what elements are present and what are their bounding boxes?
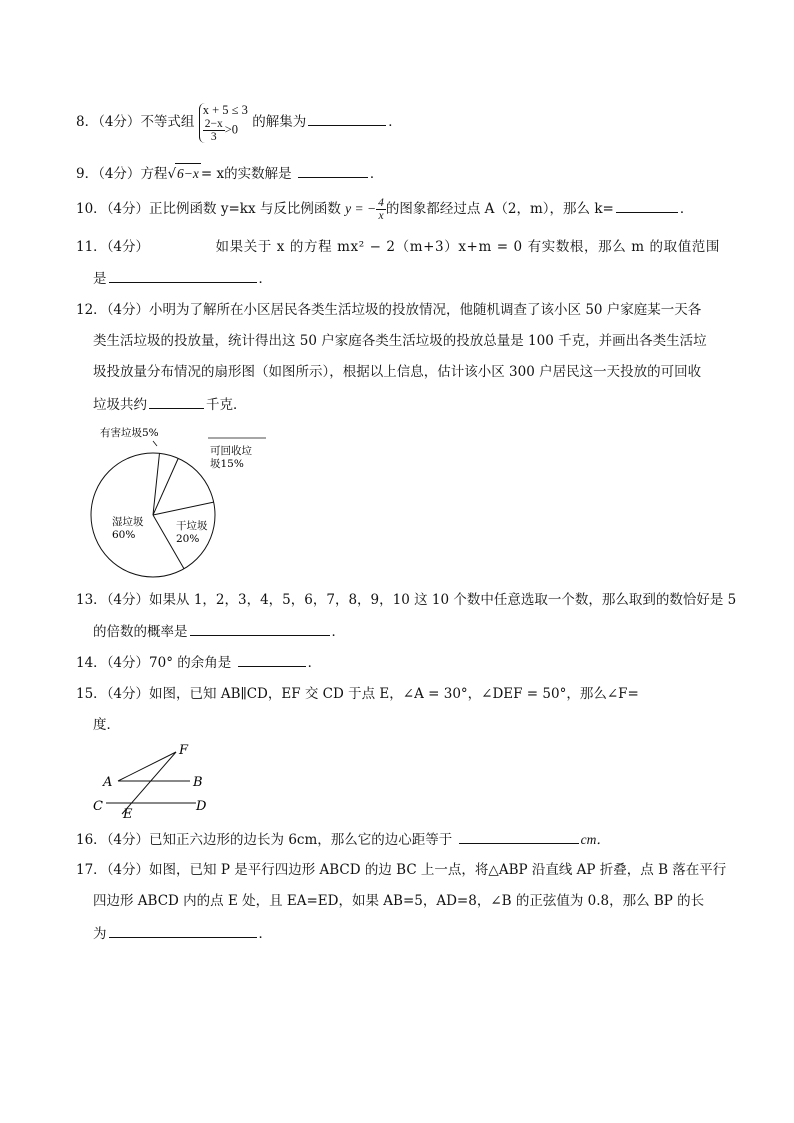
answer-blank[interactable] — [298, 163, 368, 178]
label-wet-2: 60% — [112, 529, 136, 541]
line-AF — [118, 752, 176, 781]
question-14: 14．（4分）70° 的余角是 ． — [76, 652, 720, 673]
label-dry-2: 20% — [176, 533, 200, 545]
question-9: 9．（4分）方程√6−x = x的实数解是 ． — [76, 163, 720, 184]
point-D: D — [196, 799, 207, 814]
question-12: 12．（4分）小明为了解所在小区居民各类生活垃圾的投放情况，他随机调查了该小区 50 户家庭某一天各 — [76, 302, 702, 318]
label-dry-1: 干垃圾 — [176, 520, 208, 532]
question-8: 8．（4分）不等式组 x + 5 ≤ 3 $\frac{2-x}{3}$ >0 的解集为 ． — [76, 102, 402, 143]
answer-blank[interactable] — [190, 621, 330, 636]
question-17-line2: 四边形 ABCD 内的点 E 处，且 EA=ED，如果 AB=5，AD=8，∠B 的正弦值为 0.8，那么 BP 的长 — [93, 893, 705, 909]
point-A: A — [103, 775, 113, 790]
point-F: F — [179, 743, 189, 758]
label-hazard: 有害垃圾5% — [100, 427, 159, 439]
point-C: C — [93, 799, 103, 814]
answer-blank[interactable] — [308, 111, 386, 126]
pie-slice-boundary-1 — [153, 458, 178, 515]
question-13: 13．（4分）如果从 1，2，3，4，5，6，7，8，9，10 这 10 个数中任意选取一个数，那么取到的数恰好是 5 — [76, 592, 737, 608]
question-10: 10．（4分）正比例函数 y=kx 与反比例函数 y = − $\frac{4}{x}$ 的图象都经过点 A（2，m），那么 k= ． — [76, 197, 694, 222]
question-12-line2: 类生活垃圾的投放量，统计得出这 50 户家庭各类生活垃圾的投放总量是 100 千克，并画出各类生活垃 — [93, 333, 707, 349]
question-12-line4: 垃圾共约 千克． — [93, 394, 737, 415]
answer-blank[interactable] — [238, 652, 306, 667]
answer-blank[interactable] — [616, 198, 678, 213]
question-15: 15．（4分）如图，已知 AB∥CD，EF 交 CD 于点 E，∠A = 30°，∠DEF = 50°，那么∠F= — [76, 686, 639, 702]
question-11-cont: 是 ． — [93, 268, 737, 289]
answer-blank[interactable] — [459, 829, 579, 844]
point-E: E — [123, 807, 133, 820]
answer-blank[interactable] — [149, 394, 204, 409]
question-17: 17．（4分）如图，已知 P 是平行四边形 ABCD 的边 BC 上一点，将△ABP 沿直线 AP 折叠，点 B 落在平行 — [76, 862, 727, 878]
point-B: B — [193, 775, 203, 790]
label-wet-1: 湿垃圾 — [112, 516, 144, 528]
label-recy-1: 可回收垃 — [210, 445, 252, 457]
answer-blank[interactable] — [109, 268, 257, 283]
label-recy-2: 圾15% — [210, 458, 244, 470]
inequality-system: x + 5 ≤ 3 $\frac{2-x}{3}$ >0 — [199, 103, 248, 143]
question-12-line3: 圾投放量分布情况的扇形图（如图所示），根据以上信息，估计该小区 300 户居民这一天投放的可回收 — [93, 364, 702, 380]
pie-chart — [90, 420, 270, 580]
hazard-leader — [153, 441, 157, 446]
pie-slice-boundary-2 — [153, 502, 214, 515]
question-17-line3: 为 ． — [93, 923, 737, 944]
question-16: 16．（4分）已知正六边形的边长为 6cm，那么它的边心距等于 cm． — [76, 829, 720, 850]
parallel-lines-figure — [90, 738, 220, 820]
line-EF — [122, 752, 176, 814]
question-11: 11．（4分） 如果关于 x 的方程 mx² − 2（m+3）x+m = 0 有实数根，那么 m 的取值范围 — [76, 239, 720, 255]
pie-slice-boundary-0 — [153, 453, 159, 515]
question-13-line2: 的倍数的概率是 ． — [93, 621, 737, 642]
question-15-line2: 度． — [93, 717, 120, 733]
answer-blank[interactable] — [109, 923, 257, 938]
